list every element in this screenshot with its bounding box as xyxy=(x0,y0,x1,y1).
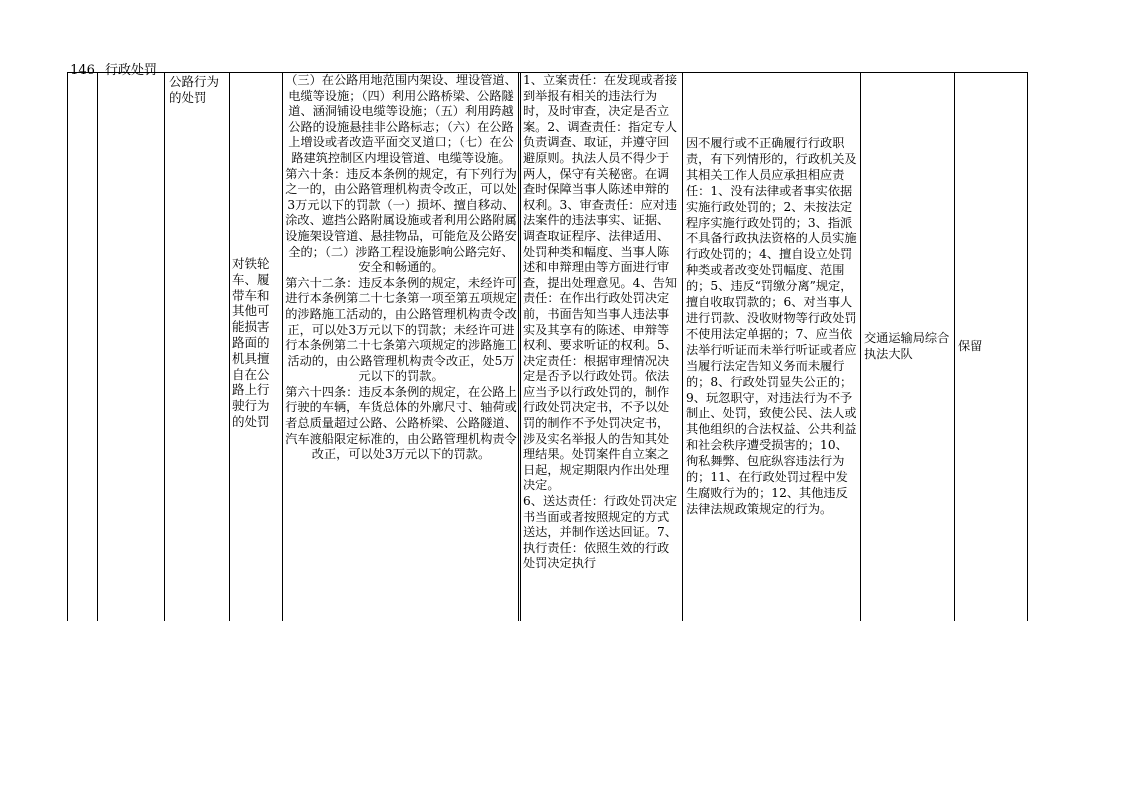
column-divider xyxy=(520,72,521,621)
basis-paragraph: 第六十二条：违反本条例的规定，未经许可进行本条例第二十七条第一项至第五项规定的涉路施工活动的，由公路管理机构责令改正，可以处3万元以下的罚款；未经许可进行本条例第二十七条第六项规定的涉路施工活动的，由公路管理机构责令改正，处5万元以下的罚款。 xyxy=(285,275,517,384)
column-divider xyxy=(682,72,683,621)
category-clip xyxy=(99,63,163,88)
basis-paragraph: （三）在公路用地范围内架设、埋设管道、电缆等设施；（四）利用公路桥梁、公路隧道、涵洞铺设电缆等设施；（五）利用跨越公路的设施悬挂非公路标志；（六）在公路上增设或者改造平面交叉道口；（七）在公路建筑控制区内埋设管道、电缆等设施。 xyxy=(285,73,517,165)
column-divider xyxy=(164,72,165,621)
responsibility-paragraph: 1、立案责任：在发现或者接到举报有相关的违法行为时，及时审查，决定是否立案。2、调查责任：指定专人负责调查、取证，并遵守回避原则。执法人员不得少于两人，保守有关秘密。在调查时保障当事人陈述申辩的权利。3、审查责任：应对违法案件的违法事实、证据、调查取证程序、法律适用、处罚种类和幅度、当事人陈述和申辩理由等方面进行审查，提出处理意见。4、告知责任：在作出行政处罚决定前，书面告知当事人违法事实及其享有的陈述、申辩等权利、要求听证的权利。5、决定责任：根据审理情况决定是否予以行政处罚。依法应当予以行政处罚的，制作行政处罚决定书，不予以处罚的制作不予处罚决定书，涉及实名举报人的告知其处理结果。处罚案件自立案之日起，规定期限内作出处理决定。 xyxy=(523,73,678,493)
accountability-text: 因不履行或不正确履行行政职责，有下列情形的，行政机关及其相关工作人员应承担相应责任：1、没有法律或者事实依据实施行政处罚的；2、未按法定程序实施行政处罚的；3、指派不具备行政执法资格的人员实施行政处罚的；4、擅自设立处罚种类或者改变处罚幅度、范围的；5、违反“罚缴分离”规定，擅自收取罚款的；6、对当事人进行罚款、没收财物等行政处罚不使用法定单据的；7、应当依法举行听证而未举行听证或者应当履行法定告知义务而未履行的；8、行政处罚显失公正的；9、玩忽职守，对违法行为不予制止、处罚，致使公民、法人或其他组织的合法权益、公共利益和社会秩序遭受损害的；10、徇私舞弊、包庇纵容违法行为的；11、在行政处罚过程中发生腐败行为的；12、其他违反法律法规政策规定的行为。 xyxy=(686,136,857,516)
basis-paragraph: 第六十条：违反本条例的规定，有下列行为之一的，由公路管理机构责令改正，可以处3万元以下的罚款（一）损坏、擅自移动、涂改、遮挡公路附属设施或者利用公路附属设施架设管道、悬挂物品，可能危及公路安全的；（二）涉路工程设施影响公路完好、安全和畅通的。 xyxy=(285,166,517,275)
responsibility-text xyxy=(523,73,681,621)
column-divider xyxy=(282,72,283,621)
legal-basis xyxy=(285,73,517,619)
column-divider xyxy=(97,72,98,621)
column-divider xyxy=(1027,72,1028,621)
column-divider xyxy=(860,72,861,621)
status-label: 保留 xyxy=(958,339,983,353)
responsibility-paragraph: 6、送达责任：行政处罚决定书当面或者按照规定的方式送达，并制作送达回证。7、执行责任：依照生效的行政处罚决定执行 xyxy=(523,494,678,571)
column-divider xyxy=(67,72,68,621)
item-name: 公路行为的处罚 xyxy=(169,74,220,105)
row-number: 146 xyxy=(70,63,95,78)
column-divider xyxy=(518,72,519,621)
basis-paragraph: 第六十四条：违反本条例的规定，在公路上行驶的车辆，车货总体的外廓尺寸、轴荷或者总质量超过公路、公路桥梁、公路隧道、汽车渡船限定标准的，由公路管理机构责令改正，可以处3万元以下的罚款。 xyxy=(285,384,517,462)
department: 交通运输局综合执法大队 xyxy=(864,331,950,361)
column-divider xyxy=(229,72,230,621)
sub-item: 对铁轮车、履带车和其他可能损害路面的机具擅自在公路上行驶行为的处罚 xyxy=(232,256,270,429)
category-label: 行政处罚 xyxy=(105,63,158,78)
column-divider xyxy=(954,72,955,621)
